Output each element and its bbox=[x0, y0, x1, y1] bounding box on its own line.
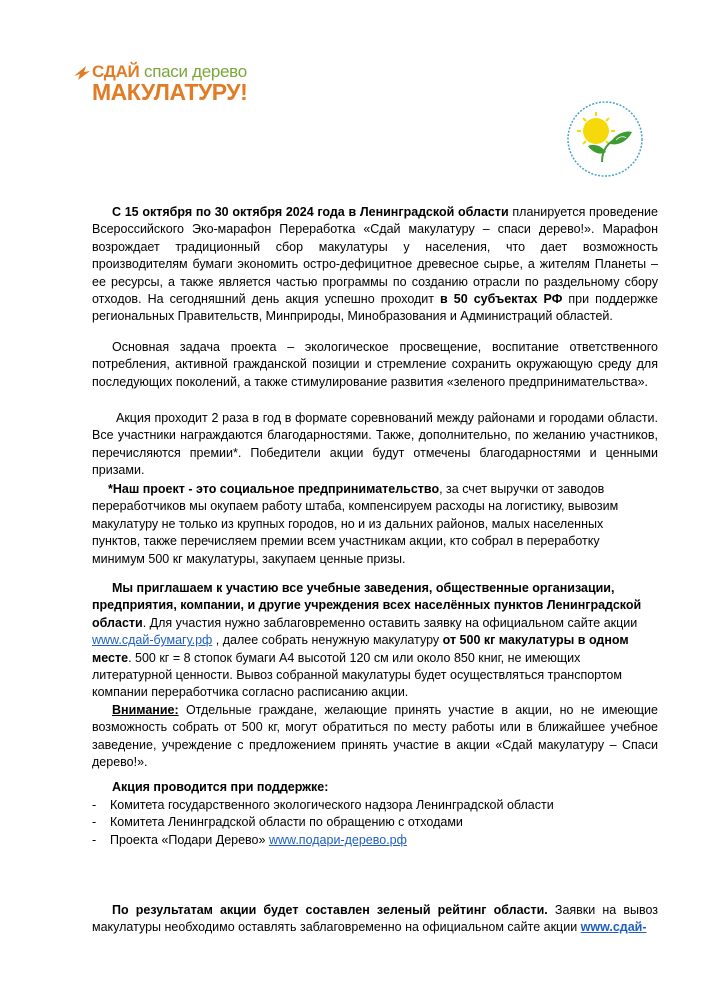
campaign-logo bbox=[72, 58, 272, 108]
invitation-text-2: , далее собрать ненужную макулатуру bbox=[212, 633, 443, 648]
support-heading: Акция проводится при поддержке: bbox=[112, 780, 329, 794]
support-list bbox=[92, 797, 652, 849]
attention-label: Внимание: bbox=[112, 703, 179, 717]
logo-text-makulatura: МАКУЛАТУРУ! bbox=[92, 79, 248, 105]
list-item: - Проекта «Подари Дерево» www.подари-дерево.рф bbox=[92, 832, 652, 849]
intro-text-1: планируется проведение Всероссийского Эко-марафон Переработка «Сдай макулатуру – спаси дерево!». Марафон возрождает традиционный сбор макулатуры у населения, что дает возможность производителям бумаги экономить остро-дефицитное древесное сырье, а жителям Планеты – ее ресурсы, а также является частью программы по созданию отрасли по раздельному сбору отходов. На сегодняшний день акция успешно проходит bbox=[92, 205, 658, 307]
sun-leaves-icon bbox=[566, 100, 644, 178]
paragraph-format: Акция проходит 2 раза в год в формате соревнований между районами и городами области. Все участники награждаются благодарностями. Также, дополнительно, по желанию участников, перечисляются премии*. Победители акции будут отмечены благодарностями и ценными призами. bbox=[92, 411, 658, 478]
intro-regions-bold: в 50 субъектах РФ bbox=[440, 292, 563, 307]
invitation-bold: Мы приглашаем к участию все учебные заведения, общественные организации, предприятия, компании, и другие учреждения всех населённых пунктов Ленинградской области bbox=[92, 581, 642, 630]
site-link-partial[interactable]: www.сдай- bbox=[580, 920, 647, 935]
paragraph-social-enterprise bbox=[92, 481, 652, 568]
social-enterprise-text: , за счет выручки от заводов переработчиков мы окупаем работу штаба, компенсируем расходы на логистику, вывозим макулатуру не только из крупных городов, но и из дальних районов, малых населенных пунктов, также перечисляем премии всем участникам акции, кто собрал в переработку минимум 500 кг макулатуры, закупаем ценные призы. bbox=[92, 482, 619, 566]
paragraph-main-goal: Основная задача проекта – экологическое просвещение, воспитание ответственного потребления, активной гражданской позиции и стремление сохранить окружающую среду для последующих поколений, а также стимулирование развития «зеленого предпринимательства». bbox=[92, 340, 658, 389]
list-item: - Комитета Ленинградской области по обращению с отходами bbox=[92, 814, 652, 831]
podari-derevo-link[interactable]: www.подари-дерево.рф bbox=[268, 832, 407, 847]
arrow-logo-icon bbox=[72, 62, 92, 82]
logo-text-sdai: СДАЙ bbox=[92, 62, 140, 81]
list-item: - Комитета государственного экологического надзора Ленинградской области bbox=[92, 797, 652, 814]
logo-text-spasi: спаси дерево bbox=[144, 62, 247, 81]
social-enterprise-bold: *Наш проект - это социальное предпринимательство bbox=[108, 482, 440, 496]
paragraph-invitation bbox=[92, 580, 652, 702]
invitation-text-1: . Для участия нужно заблаговременно оставить заявку на официальном сайте акции bbox=[142, 615, 638, 630]
paragraph-rating bbox=[92, 902, 658, 937]
invitation-text-3: . 500 кг = 8 стопок бумаги А4 высотой 120 см или около 850 книг, не имеющих литературной ценности. Вывоз собранной макулатуры будет осуществляться транспортом компании переработчика согласно расписанию акции. bbox=[92, 650, 622, 700]
registration-site-link[interactable]: www.сдай-бумагу.рф bbox=[92, 633, 213, 648]
min-weight-bold: от 500 кг макулатуры в одном месте bbox=[92, 633, 629, 665]
paragraph-attention bbox=[92, 702, 658, 772]
rating-text: Заявки на вывоз макулатуры необходимо оставлять заблаговременно на официальном сайте акции bbox=[92, 903, 658, 935]
paragraph-intro bbox=[92, 204, 658, 326]
attention-text: Отдельные граждане, желающие принять участие в акции, но не имеющие возможность собрать от 500 кг, могут обратиться по месту работы или в ближайшее учебное заведение, учреждение с предложением принять участие в акции «Сдай макулатуру – Спаси дерево!». bbox=[92, 703, 658, 770]
intro-dates-bold: С 15 октября по 30 октября 2024 года в Ленинградской области bbox=[112, 205, 509, 219]
rating-bold: По результатам акции будет составлен зеленый рейтинг области. bbox=[112, 903, 548, 917]
intro-text-2: при поддержке региональных Правительств, Минприроды, Минобразования и Администраций областей. bbox=[92, 292, 658, 324]
